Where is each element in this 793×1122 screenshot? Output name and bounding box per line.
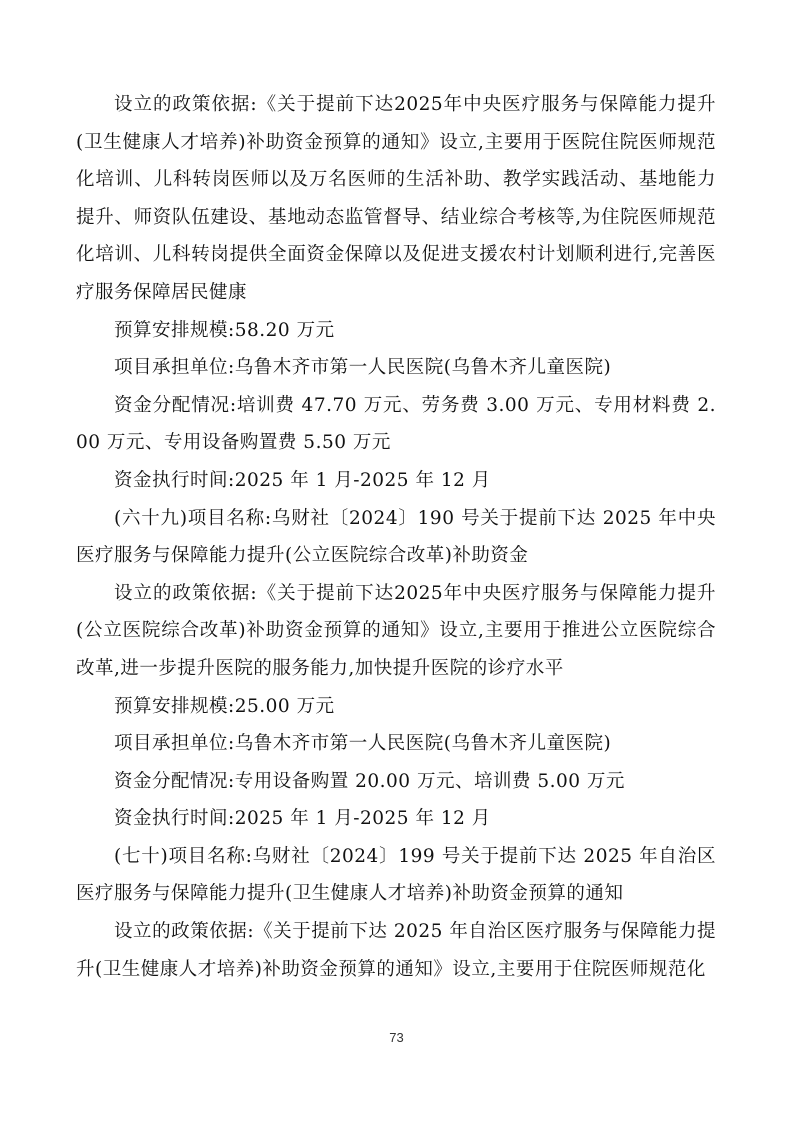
project-69-title: (六十九)项目名称:乌财社〔2024〕190 号关于提前下达 2025 年中央医疗服务与保障能力提升(公立医院综合改革)补助资金 — [76, 507, 716, 567]
execution-period: 资金执行时间:2025 年 1 月-2025 年 12 月 — [114, 808, 491, 830]
document-body — [76, 86, 716, 988]
fund-allocation: 资金分配情况:专用设备购置 20.00 万元、培训费 5.00 万元 — [114, 770, 625, 792]
policy-basis-paragraph: 设立的政策依据:《关于提前下达 2025 年自治区医疗服务与保障能力提升(卫生健康人才培养)补助资金预算的通知》设立,主要用于住院医师规范化 — [76, 921, 716, 980]
execution-period: 资金执行时间:2025 年 1 月-2025 年 12 月 — [114, 469, 491, 491]
undertaking-unit: 项目承担单位:乌鲁木齐市第一人民医院(乌鲁木齐儿童医院) — [114, 357, 612, 379]
fund-allocation: 资金分配情况:培训费 47.70 万元、劳务费 3.00 万元、专用材料费 2.00 万元、专用设备购置费 5.50 万元 — [76, 394, 716, 454]
budget-scale: 预算安排规模:58.20 万元 — [114, 319, 335, 341]
project-70-title: (七十)项目名称:乌财社〔2024〕199 号关于提前下达 2025 年自治区医疗服务与保障能力提升(卫生健康人才培养)补助资金预算的通知 — [76, 845, 716, 905]
policy-basis-paragraph: 设立的政策依据:《关于提前下达2025年中央医疗服务与保障能力提升(公立医院综合改革)补助资金预算的通知》设立,主要用于推进公立医院综合改革,进一步提升医院的服务能力,加快提升医院的诊疗水平 — [76, 582, 716, 679]
policy-basis-paragraph: 设立的政策依据:《关于提前下达2025年中央医疗服务与保障能力提升(卫生健康人才培养)补助资金预算的通知》设立,主要用于医院住院医师规范化培训、儿科转岗医师以及万名医师的生活补助、教学实践活动、基地能力提升、师资队伍建设、基地动态监管督导、结业综合考核等,为住院医师规范化培训、儿科转岗提供全面资金保障以及促进支援农村计划顺利进行,完善医疗服务保障居民健康 — [76, 94, 716, 303]
page-number: 73 — [389, 1030, 404, 1045]
budget-scale: 预算安排规模:25.00 万元 — [114, 695, 335, 717]
undertaking-unit: 项目承担单位:乌鲁木齐市第一人民医院(乌鲁木齐儿童医院) — [114, 733, 612, 755]
